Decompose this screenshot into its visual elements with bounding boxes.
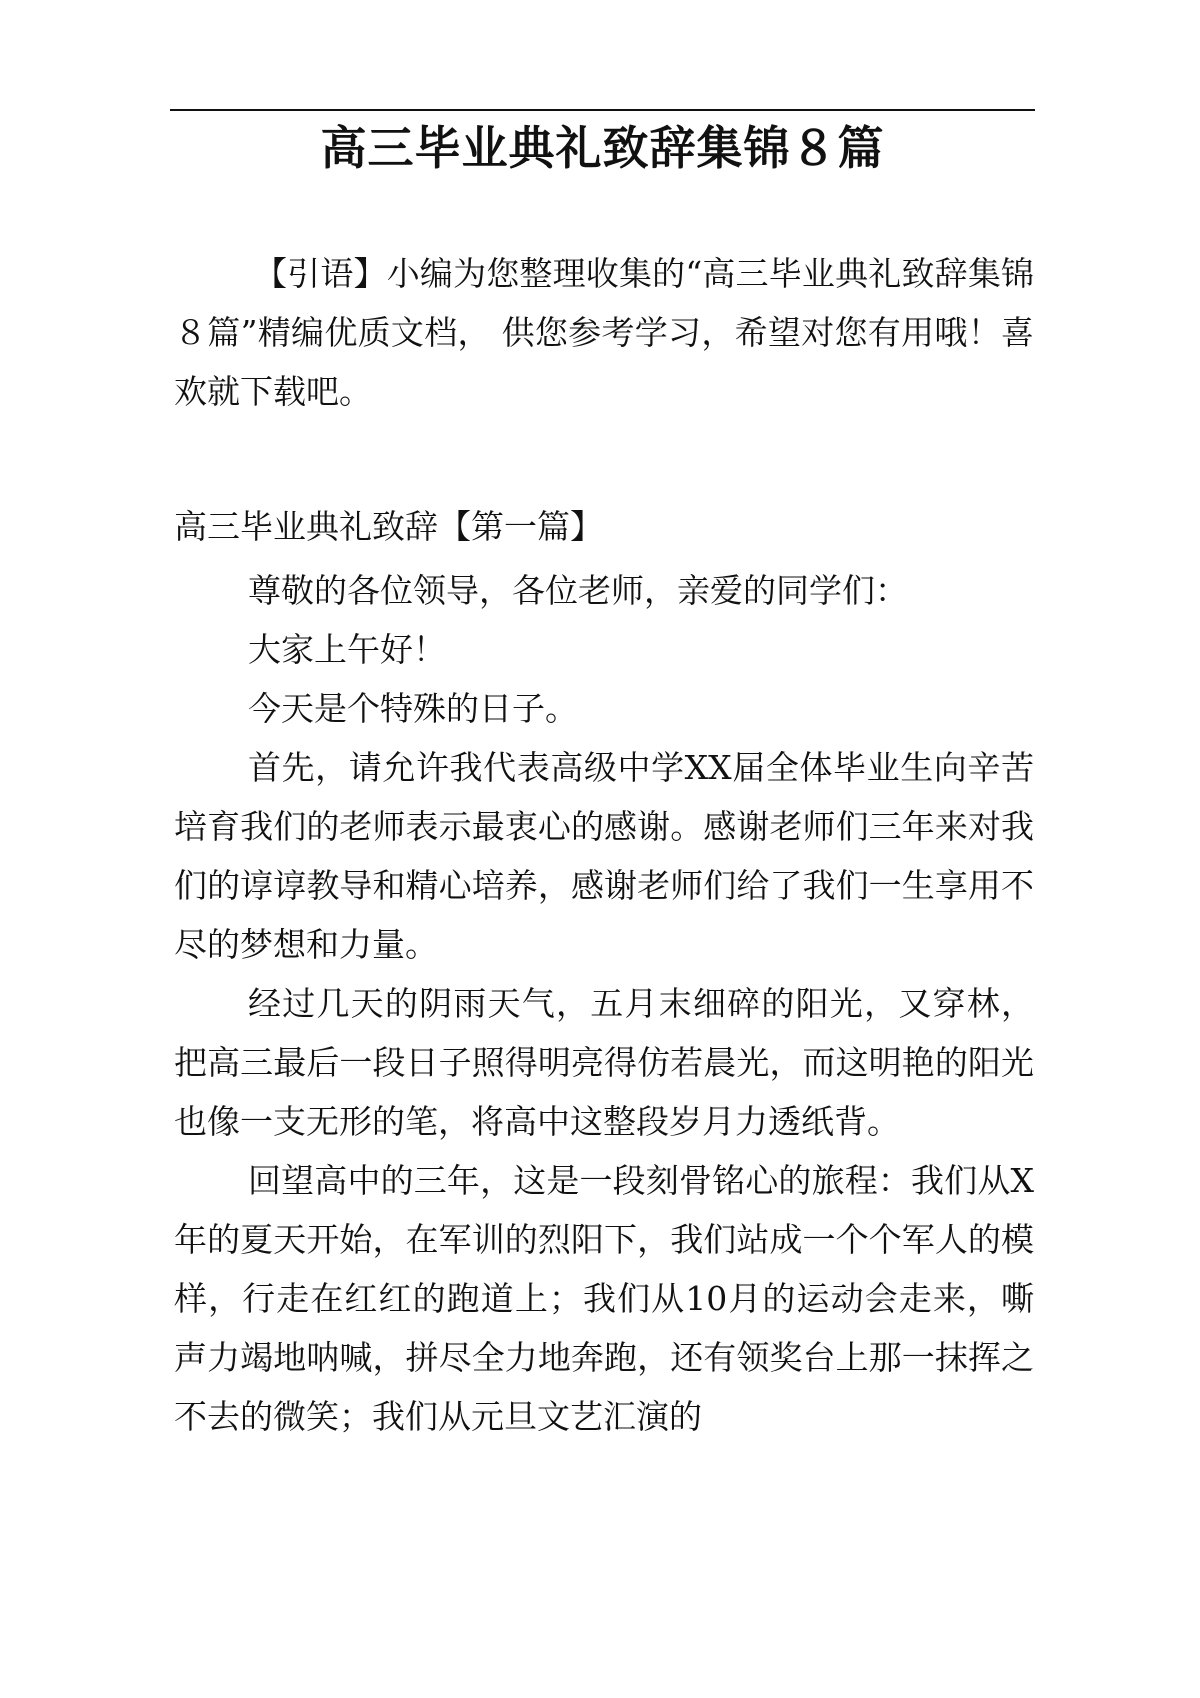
speech-body (174, 561, 1034, 1446)
document-title: 高三毕业典礼致辞集锦８篇 (320, 121, 885, 175)
section-heading: 高三毕业典礼致辞【第一篇】 (174, 507, 603, 546)
speech-paragraph-greeting: 大家上午好！ (248, 630, 446, 669)
speech-paragraph: 首先，请允许我代表高级中学XX届全体毕业生向辛苦培育我们的老师表示最衷心的感谢。感谢老师们三年来对我们的谆谆教导和精心培养，感谢老师们给了我们一生享用不尽的梦想和力量。 (174, 748, 1034, 964)
speech-paragraph: 经过几天的阴雨天气，五月末细碎的阳光，又穿林，把高三最后一段日子照得明亮得仿若晨光，而这明艳的阳光也像一支无形的笔，将高中这整段岁月力透纸背。 (174, 984, 1034, 1141)
speech-paragraph: 回望高中的三年，这是一段刻骨铭心的旅程：我们从X年的夏天开始，在军训的烈阳下，我们站成一个个军人的模样，行走在红红的跑道上；我们从10月的运动会走来，嘶声力竭地呐喊，拼尽全力地奔跑，还有领奖台上那一抹挥之不去的微笑；我们从元旦文艺汇演的 (174, 1161, 1034, 1436)
speech-paragraph-salutation: 尊敬的各位领导，各位老师，亲爱的同学们： (248, 571, 908, 610)
header-rule (170, 109, 1035, 111)
intro-paragraph: 【引语】小编为您整理收集的“高三毕业典礼致辞集锦８篇”精编优质文档， 供您参考学习，希望对您有用哦！喜欢就下载吧。 (174, 254, 1034, 411)
speech-paragraph: 今天是个特殊的日子。 (248, 689, 578, 728)
